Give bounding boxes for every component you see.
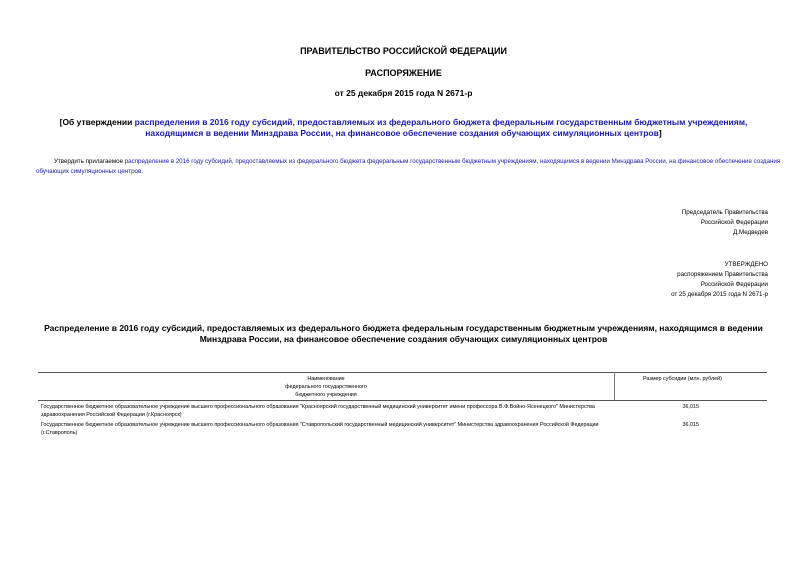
subsidy-amount: 36,015: [682, 422, 699, 428]
signature-position: Председатель Правительства: [681, 209, 768, 216]
government-name: ПРАВИТЕЛЬСТВО РОССИЙСКОЙ ФЕДЕРАЦИИ: [300, 46, 507, 56]
approval-stamp-block: [671, 260, 768, 300]
approval-word: УТВЕРЖДЕНО: [724, 261, 768, 268]
column-header-name-line: бюджетного учреждения: [295, 392, 357, 398]
document-title: [30, 117, 777, 139]
document-date-number: от 25 декабря 2015 года N 2671-р: [334, 88, 473, 98]
column-header-name: [38, 373, 615, 401]
subsidy-amount: 36,015: [682, 404, 699, 410]
column-header-name-line: федерального государственного: [285, 384, 367, 390]
signature-name: Д.Медведев: [733, 229, 768, 236]
approval-country: Российской Федерации: [700, 281, 768, 288]
table-header-row: [38, 373, 767, 401]
column-header-amount: Размер субсидии (млн. рублей): [615, 373, 768, 401]
table-row: [38, 401, 767, 420]
title-link[interactable]: распределения в 2016 году субсидий, предоставляемых из федерального бюджета федеральным государственным бюджетным учреждениям, находящимся в ведении Минздрава России, на финансовое обеспечение создания обучающих симуляционных центров: [134, 117, 748, 138]
signature-country: Российской Федерации: [700, 219, 768, 226]
signature-block: [682, 208, 768, 238]
table-row: [38, 419, 767, 437]
title-prefix: Об утверждении: [62, 117, 135, 127]
subsidy-table: [38, 372, 767, 437]
institution-name: Государственное бюджетное образовательное учреждение высшего профессионального образования "Красноярский государственный медицинский университет имени профессора В.Ф.Войно-Ясенецкого" Министерства здравоохранения Российской Федерации (г.Красноярск): [41, 404, 595, 418]
approve-paragraph: [36, 157, 781, 177]
approve-prefix: Утвердить прилагаемое: [54, 158, 125, 165]
approval-by: распоряжением Правительства: [677, 271, 768, 278]
institution-name: Государственное бюджетное образовательное учреждение высшего профессионального образования "Ставропольский государственный медицинский университет" Министерства здравоохранения Российской Федерации (г.Ставрополь): [41, 422, 599, 436]
distribution-heading: Распределение в 2016 году субсидий, предоставляемых из федерального бюджета федеральным государственным бюджетным учреждениям, находящимся в ведении Минздрава России, на финансовое обеспечение создания обучающих симуляционных центров: [44, 323, 763, 344]
document-type: РАСПОРЯЖЕНИЕ: [365, 68, 442, 78]
column-header-name-line: Наименование: [307, 376, 345, 382]
approve-suffix: .: [141, 168, 144, 175]
approval-date: от 25 декабря 2015 года N 2671-р: [671, 291, 768, 298]
title-close-bracket: ]: [658, 128, 662, 138]
title-open-bracket: [: [59, 117, 63, 127]
approve-link[interactable]: распределение в 2016 году субсидий, предоставляемых из федерального бюджета федеральным государственным бюджетным учреждениям, находящимся в ведении Минздрава России, на финансовое обеспечение создания обучающих симуляционных центров: [36, 158, 781, 175]
